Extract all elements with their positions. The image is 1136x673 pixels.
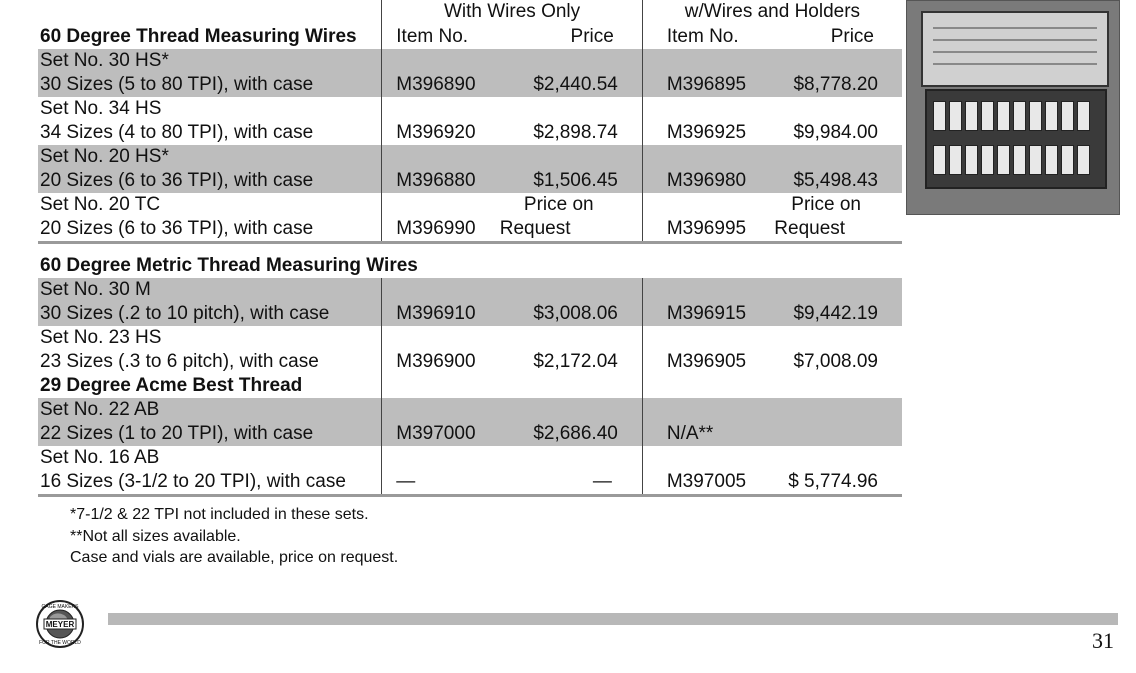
price: $ 5,774.96 [770, 446, 902, 496]
item-no: M396900 [382, 326, 500, 374]
price: $9,984.00 [793, 122, 878, 143]
price: — [500, 446, 643, 496]
set-name: Set No. 20 TC [40, 194, 161, 215]
item-no: M396895 [642, 49, 770, 97]
price: $1,506.45 [500, 145, 643, 193]
section-title-60-degree: 60 Degree Thread Measuring Wires [40, 26, 357, 47]
logo-top-text: GAGE MAKERS [41, 604, 79, 610]
section-title-acme: 29 Degree Acme Best Thread [40, 375, 303, 396]
table-row [38, 446, 902, 496]
footnote: **Not all sizes available. [70, 527, 241, 545]
set-desc: 22 Sizes (1 to 20 TPI), with case [40, 423, 314, 444]
footer-bar [108, 613, 1118, 625]
col-header-item-2: Item No. [642, 22, 770, 49]
item-no: M396990 [382, 193, 500, 243]
item-no: M397000 [382, 398, 500, 446]
price: $3,008.06 [500, 278, 643, 326]
set-desc: 16 Sizes (3-1/2 to 20 TPI), with case [40, 471, 346, 492]
price: $7,008.09 [793, 351, 878, 372]
price-request: Request [499, 218, 571, 239]
table-row [38, 398, 902, 446]
item-no: M396880 [382, 145, 500, 193]
set-name: Set No. 34 HS [40, 98, 162, 119]
table-row [38, 97, 902, 145]
section-title-metric: 60 Degree Metric Thread Measuring Wires [40, 255, 418, 276]
item-no: M396920 [382, 97, 500, 145]
page-number: 31 [1092, 628, 1114, 653]
set-desc: 30 Sizes (5 to 80 TPI), with case [40, 74, 314, 95]
item-no: M397005 [642, 446, 770, 496]
col-header-price-1: Price [570, 26, 614, 47]
item-no: M396915 [642, 278, 770, 326]
table-row [38, 49, 902, 97]
set-name: Set No. 30 M [40, 279, 151, 300]
footnote: *7-1/2 & 22 TPI not included in these sets. [70, 506, 369, 523]
col-header-price-2: Price [830, 26, 874, 47]
price [770, 398, 902, 446]
case-tray [925, 89, 1107, 189]
item-no: N/A** [642, 398, 770, 446]
table-row [38, 278, 902, 326]
set-desc: 20 Sizes (6 to 36 TPI), with case [40, 218, 314, 239]
item-no: M396995 [642, 193, 770, 243]
set-name: Set No. 20 HS* [40, 146, 169, 167]
case-lid [921, 11, 1109, 87]
price-on: Price on [791, 194, 861, 215]
set-name: Set No. 22 AB [40, 399, 160, 420]
vial-row [933, 145, 1090, 175]
set-desc: 23 Sizes (.3 to 6 pitch), with case [40, 351, 319, 372]
section-header-row [38, 243, 902, 279]
col-header-item-1: Item No. [382, 22, 500, 49]
set-desc: 34 Sizes (4 to 80 TPI), with case [40, 122, 314, 143]
table-row [38, 193, 902, 243]
section-header-row [38, 374, 902, 398]
price: $8,778.20 [770, 49, 902, 97]
price: $2,440.54 [500, 49, 643, 97]
price-table [38, 0, 902, 497]
table-row [38, 145, 902, 193]
item-no: M396925 [642, 97, 770, 145]
price: $2,898.74 [533, 122, 618, 143]
column-header-row [38, 22, 902, 49]
set-name: Set No. 23 HS [40, 327, 162, 348]
logo-bottom-text: FOR THE WORLD [39, 640, 81, 646]
price: $2,686.40 [500, 398, 643, 446]
footnote: Case and vials are available, price on request. [70, 549, 399, 566]
price-request: Request [774, 218, 846, 239]
price: $5,498.43 [770, 145, 902, 193]
price-on: Price on [523, 194, 594, 215]
set-desc: 30 Sizes (.2 to 10 pitch), with case [40, 303, 330, 324]
group-header-wires-only: With Wires Only [382, 0, 643, 22]
wire-set-case-photo [906, 0, 1120, 215]
table-row [38, 326, 902, 374]
group-header-row [38, 0, 902, 22]
set-name: Set No. 30 HS* [40, 50, 169, 71]
footnotes [70, 504, 398, 569]
price: $2,172.04 [533, 351, 618, 372]
meyer-logo-icon [28, 599, 92, 649]
group-header-wires-holders: w/Wires and Holders [642, 0, 902, 22]
vial-row [933, 101, 1090, 131]
item-no: M396910 [382, 278, 500, 326]
item-no: M396905 [642, 326, 770, 374]
item-no: M396980 [642, 145, 770, 193]
price: $9,442.19 [770, 278, 902, 326]
logo-center-text: MEYER [45, 620, 75, 629]
set-name: Set No. 16 AB [40, 447, 160, 468]
set-desc: 20 Sizes (6 to 36 TPI), with case [40, 170, 314, 191]
item-no: M396890 [382, 49, 500, 97]
item-no: — [382, 446, 500, 496]
